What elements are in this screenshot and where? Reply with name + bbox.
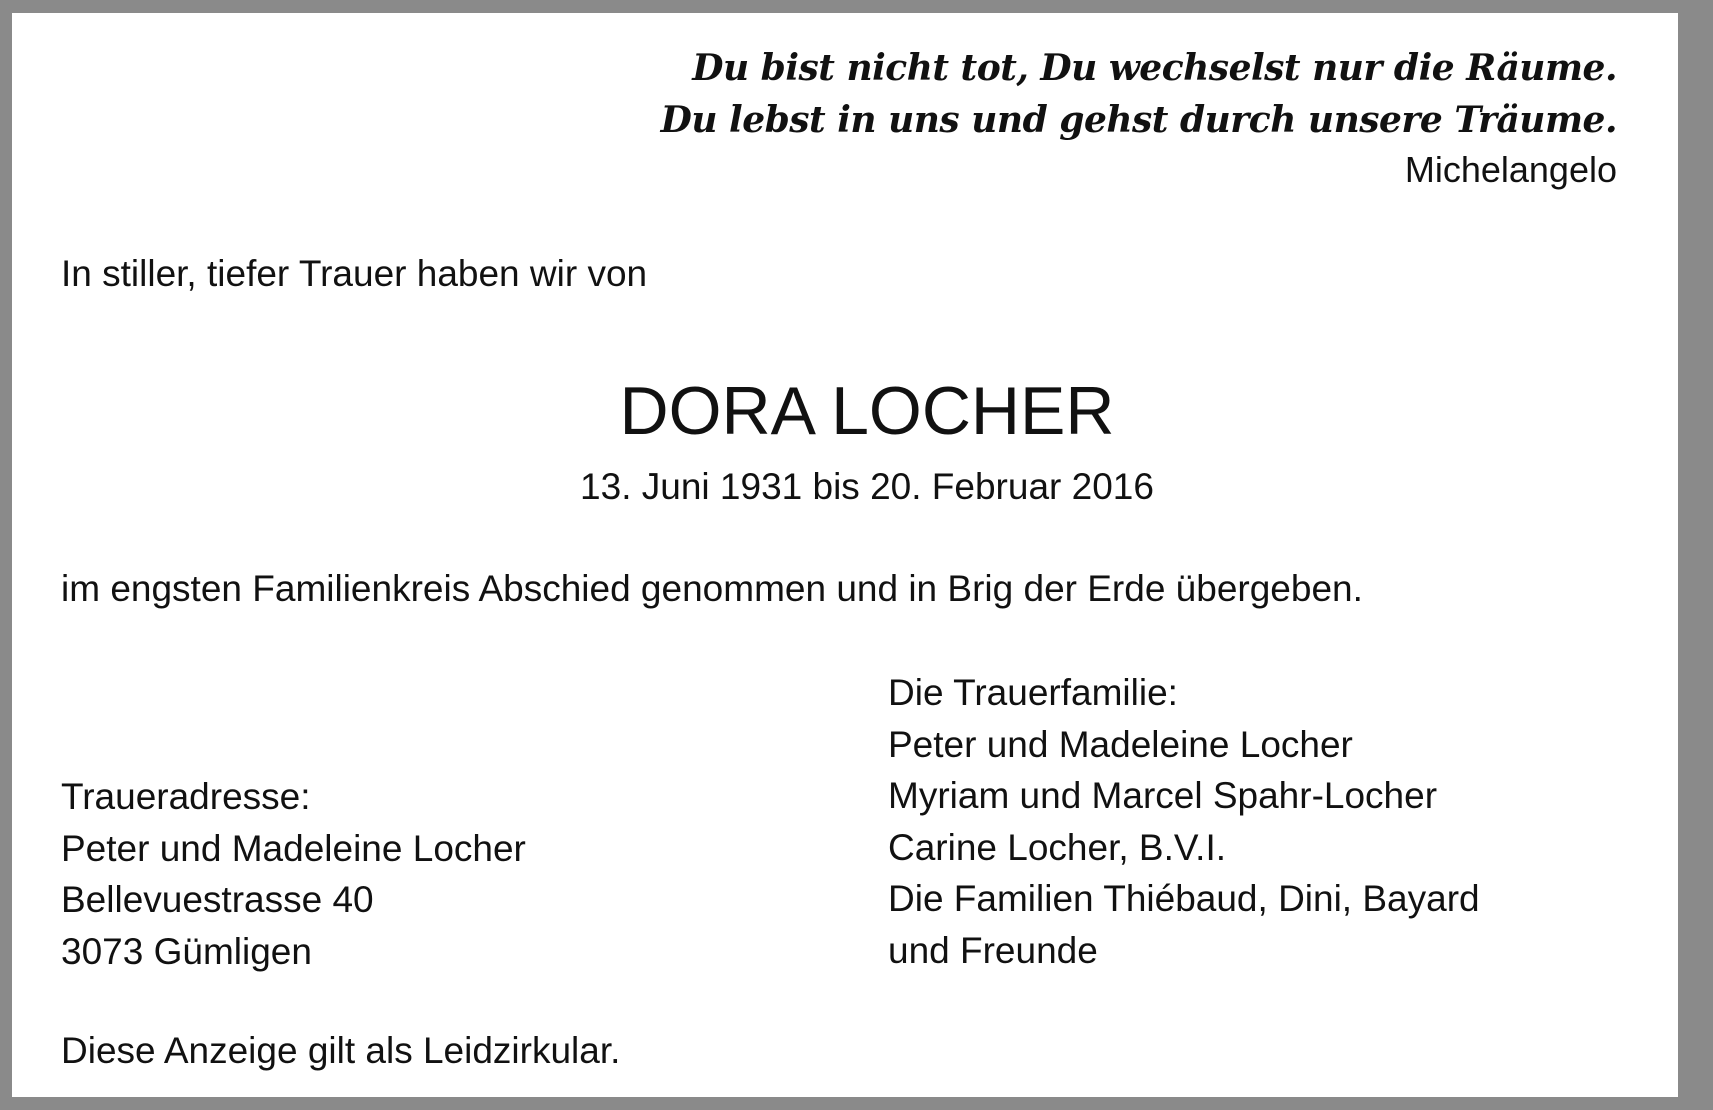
address-line: 3073 Gümligen (61, 930, 312, 972)
family-line: Peter und Madeleine Locher (888, 723, 1353, 765)
family-line: Myriam und Marcel Spahr-Locher (888, 775, 1438, 816)
family-line: Die Familien Thiébaud, Dini, Bayard (888, 878, 1480, 919)
quote-line-2: Du lebst in uns und gehst durch unsere Träume. (660, 99, 1617, 141)
obituary-card (12, 13, 1678, 1097)
footer-note: Diese Anzeige gilt als Leidzirkular. (61, 1030, 621, 1071)
family-block (888, 667, 1480, 976)
address-heading: Traueradresse: (61, 776, 311, 817)
quote-author: Michelangelo (1404, 149, 1617, 190)
family-line: und Freunde (888, 929, 1098, 971)
address-line: Bellevuestrasse 40 (61, 879, 374, 920)
farewell-text: im engsten Familienkreis Abschied genommen und in Brig der Erde übergeben. (61, 568, 1363, 609)
life-dates: 13. Juni 1931 bis 20. Februar 2016 (580, 466, 1154, 507)
family-heading: Die Trauerfamilie: (888, 672, 1178, 713)
address-line: Peter und Madeleine Locher (61, 827, 526, 869)
quote-line-1: Du bist nicht tot, Du wechselst nur die Räume. (692, 47, 1617, 89)
address-block (61, 771, 526, 977)
family-line: Carine Locher, B.V.I. (888, 826, 1227, 868)
deceased-name: DORA LOCHER (619, 373, 1115, 449)
right-border (1678, 0, 1713, 1110)
intro-text: In stiller, tiefer Trauer haben wir von (61, 253, 648, 294)
